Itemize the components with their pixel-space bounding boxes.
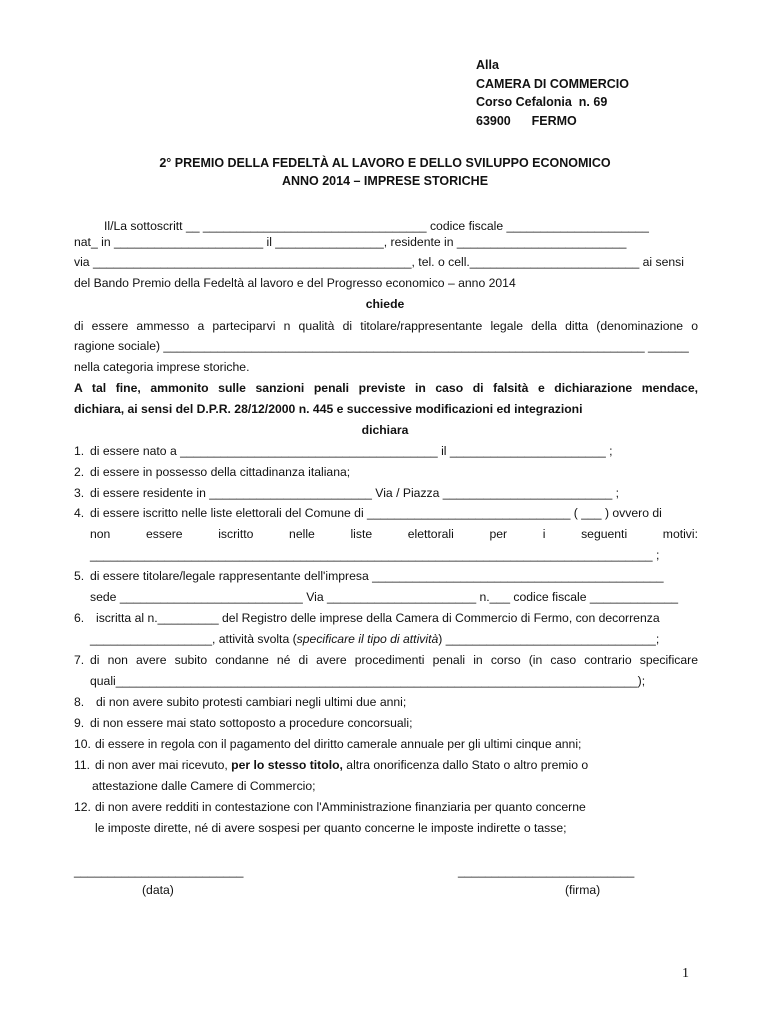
title-line-2: ANNO 2014 – IMPRESE STORICHE bbox=[281, 173, 489, 188]
item-number: 7. bbox=[74, 653, 85, 667]
item-number: 4. bbox=[74, 506, 85, 520]
item-honors-line-2: attestazione dalle Camere di Commercio; bbox=[92, 779, 316, 793]
item-fees: di essere in regola con il pagamento del diritto camerale annuale per gli ultimi cinque anni; bbox=[95, 737, 582, 751]
item-owner-line-2: sede ___________________________ Via ______________________ n.___ codice fiscale _____________ bbox=[90, 590, 679, 604]
signature-line: __________________________ bbox=[458, 864, 635, 878]
intro-line-2: nat_ in ______________________ il ________________, residente in _________________________ bbox=[74, 235, 627, 249]
address-line-2: CAMERA DI COMMERCIO bbox=[476, 76, 630, 91]
item-bankruptcy: di non essere mai stato sottoposto a procedure concorsuali; bbox=[90, 716, 413, 730]
request-line-2: ragione sociale) _______________________________________________________________________ ______ bbox=[74, 339, 689, 353]
item-criminal-line-1: di non avere subito condanne né di avere procedimenti penali in corso (in caso contrario specificare bbox=[90, 653, 698, 667]
intro-line-4: del Bando Premio della Fedeltà al lavoro e del Progresso economico – anno 2014 bbox=[74, 276, 516, 290]
item-protests: di non avere subito protesti cambiari negli ultimi due anni; bbox=[96, 695, 407, 709]
item-owner-line-1: di essere titolare/legale rappresentante dell'impresa ___________________________________________ bbox=[90, 569, 664, 583]
item-registry-text-a: __________________, attività svolta ( bbox=[90, 632, 297, 646]
request-line-1: di essere ammesso a parteciparvi n qualità di titolare/rappresentante legale della ditta (denominazione o bbox=[74, 319, 698, 333]
recipient-address bbox=[476, 56, 629, 130]
item-number: 9. bbox=[74, 716, 85, 730]
dichiara-heading: dichiara bbox=[361, 423, 409, 437]
warning-line-1: A tal fine, ammonito sulle sanzioni penali previste in caso di falsità e dichiarazione mendace, bbox=[74, 381, 698, 395]
item-number: 5. bbox=[74, 569, 85, 583]
document-title bbox=[0, 155, 770, 190]
item-registry-text-italic: specificare il tipo di attività bbox=[296, 632, 439, 646]
date-label: (data) bbox=[142, 883, 174, 897]
address-line-4: 63900 FERMO bbox=[476, 113, 577, 128]
title-line-1: 2° PREMIO DELLA FEDELTÀ AL LAVORO E DELLO SVILUPPO ECONOMICO bbox=[159, 156, 611, 170]
item-number: 12. bbox=[74, 800, 91, 814]
date-line: _________________________ bbox=[74, 864, 244, 878]
item-number: 1. bbox=[74, 444, 85, 458]
item-number: 3. bbox=[74, 486, 85, 500]
item-citizenship: di essere in possesso della cittadinanza italiana; bbox=[90, 465, 351, 479]
address-line-1: Alla bbox=[476, 58, 499, 72]
address-line-3: Corso Cefalonia n. 69 bbox=[476, 95, 608, 109]
item-income-line-1: di non avere redditi in contestazione con l'Amministrazione finanziaria per quanto concerne bbox=[95, 800, 586, 814]
item-honors-text-bold: per lo stesso titolo, bbox=[231, 758, 343, 772]
intro-line-3: via _______________________________________________, tel. o cell._________________________ ai sensi bbox=[74, 255, 684, 269]
item-number: 11. bbox=[74, 758, 91, 772]
item-registry-line-1: iscritta al n._________ del Registro delle imprese della Camera di Commercio di Fermo, con decorrenza bbox=[96, 611, 660, 625]
intro-line-1: Il/La sottoscritt __ _________________________________ codice fiscale _____________________ bbox=[104, 219, 649, 233]
item-registry-line-2 bbox=[90, 631, 698, 647]
item-honors-text-a: di non aver mai ricevuto, bbox=[95, 758, 232, 772]
item-registry-text-c: ) _______________________________; bbox=[438, 632, 660, 646]
item-birthplace: di essere nato a ______________________________________ il _______________________ ; bbox=[90, 444, 613, 458]
item-number: 6. bbox=[74, 611, 85, 625]
item-honors-line-1 bbox=[95, 757, 698, 773]
item-electoral-line-1: di essere iscritto nelle liste elettorali del Comune di ______________________________ ( ___ ) ovvero di bbox=[90, 506, 662, 520]
item-residence: di essere residente in ________________________ Via / Piazza _________________________ ; bbox=[90, 486, 620, 500]
request-line-3: nella categoria imprese storiche. bbox=[74, 360, 250, 374]
signature-label: (firma) bbox=[565, 883, 601, 897]
item-income-line-2: le imposte dirette, né di avere sospesi per quanto concerne le imposte indirette o tasse; bbox=[95, 821, 567, 835]
item-number: 10. bbox=[74, 737, 91, 751]
warning-line-2: dichiara, ai sensi del D.P.R. 28/12/2000 n. 445 e successive modificazioni ed integrazioni bbox=[74, 402, 583, 416]
chiede-heading: chiede bbox=[365, 297, 405, 311]
item-electoral-line-2: non essere iscritto nelle liste elettorali per i seguenti motivi: bbox=[90, 527, 698, 541]
item-electoral-line-3: ___________________________________________________________________________________ ; bbox=[90, 548, 660, 562]
item-criminal-line-2: quali_____________________________________________________________________________); bbox=[90, 674, 646, 688]
item-number: 8. bbox=[74, 695, 85, 709]
item-honors-text-c: altra onorificenza dallo Stato o altro premio o bbox=[342, 758, 589, 772]
item-number: 2. bbox=[74, 465, 85, 479]
page-number: 1 bbox=[682, 966, 689, 981]
